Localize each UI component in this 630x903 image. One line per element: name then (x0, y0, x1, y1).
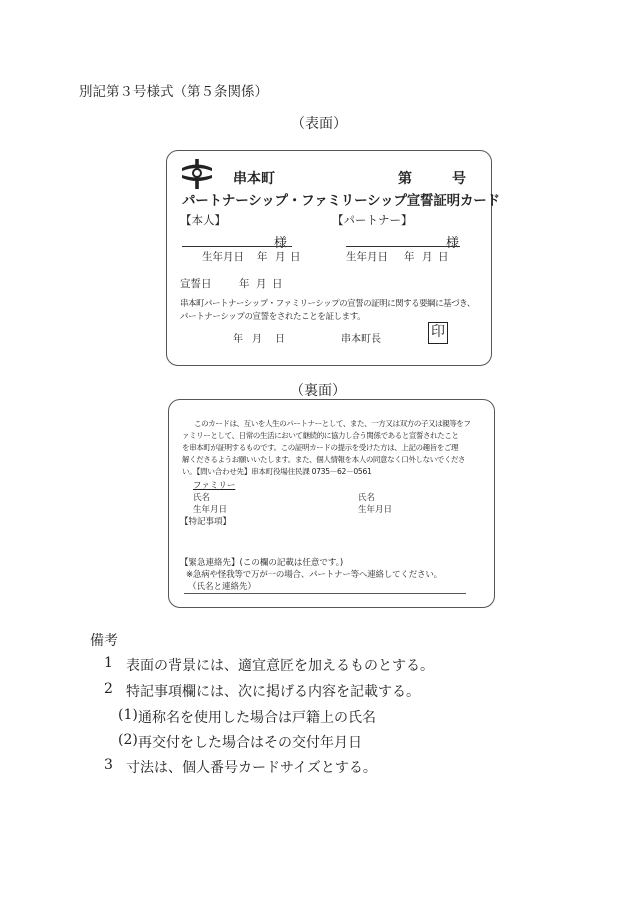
remark-1-text: 表面の背景には、適宜意匠を加えるものとする。 (126, 658, 434, 674)
partner-sama: 様 (446, 236, 460, 251)
statement-line-1: 串本町パートナーシップ・ファミリーシップの宣誓の証明に関する要綱に基づき、 (180, 299, 475, 309)
family-birth-label-1: 生年月日 (193, 505, 228, 515)
issue-year: 年 (233, 334, 243, 345)
remark-2-1-num: (1) (118, 707, 138, 723)
front-section-title: （表面） (291, 116, 347, 132)
family-name-label-2: 氏名 (358, 493, 376, 503)
seal-stamp: 印 (428, 322, 448, 344)
remark-3-text: 寸法は、個人番号カードサイズとする。 (126, 760, 377, 776)
back-body-line-2: ァミリーとして、日常の生活において継続的に協力し合う関係であると宣誓されたこと (182, 431, 459, 440)
oath-year: 年 (239, 278, 250, 290)
self-birth-label: 生年月日 (202, 251, 244, 263)
remark-2-1-text: 通称名を使用した場合は戸籍上の氏名 (138, 710, 376, 726)
remark-2-2-num: (2) (118, 732, 138, 748)
back-body-line-1: このカードは、互いを人生のパートナーとして、また、一方又は双方の子又は親等をフ (194, 419, 471, 428)
back-body-line-3: を串本町が証明するものです。この証明カードの提示を受けた方は、上記の趣旨をご理 (182, 443, 459, 452)
back-section-title: （裏面） (290, 383, 346, 399)
notes-label: 【特記事項】 (180, 517, 232, 527)
back-body-line-4: 解くださるようお願いいたします。また、個人情報を本人の同意なく口外しないでくださ (182, 455, 466, 464)
partner-birth-day: 日 (438, 251, 449, 263)
issue-day: 日 (275, 334, 285, 345)
oath-month: 月 (256, 278, 267, 290)
remark-1-num: 1 (104, 655, 113, 671)
self-sama: 様 (274, 236, 288, 251)
partner-name-line (346, 246, 460, 247)
partner-label: 【パートナー】 (332, 213, 413, 227)
card-title: パートナーシップ・ファミリーシップ宣誓証明カード (182, 193, 500, 209)
emergency-note: ※急病や怪我等で万が一の場合、パートナー等へ連絡してください。 (186, 570, 442, 580)
mayor-label: 串本町長 (341, 334, 381, 345)
remarks-title: 備考 (90, 633, 118, 649)
self-birth-month: 月 (275, 251, 286, 263)
oath-day: 日 (272, 278, 283, 290)
emergency-line (184, 593, 466, 594)
family-label: ファミリー (193, 481, 236, 491)
self-birth-year: 年 (257, 251, 268, 263)
partner-birth-label: 生年月日 (346, 251, 388, 263)
statement-line-2: パートナーシップの宣誓をされたことを証します。 (180, 312, 366, 322)
self-label: 【本人】 (180, 213, 226, 227)
back-body-line-5: い。【問い合わせ先】串本町役場住民課 0735－62－0561 (182, 467, 372, 476)
remark-2-2-text: 再交付をした場合はその交付年月日 (138, 735, 362, 751)
town-emblem-icon (180, 158, 214, 190)
form-title: 別記第３号様式（第５条関係） (79, 84, 268, 100)
family-birth-label-2: 生年月日 (358, 505, 393, 515)
remark-2-text: 特記事項欄には、次に掲げる内容を記載する。 (126, 684, 420, 700)
partner-birth-year: 年 (404, 251, 415, 263)
self-name-line (182, 246, 292, 247)
partner-birth-month: 月 (422, 251, 433, 263)
self-birth-day: 日 (290, 251, 301, 263)
issue-month: 月 (252, 334, 262, 345)
number-label-go: 号 (452, 171, 466, 187)
remark-2-num: 2 (104, 681, 113, 697)
family-name-label-1: 氏名 (193, 493, 211, 503)
number-label-dai: 第 (398, 171, 412, 187)
town-name: 串本町 (233, 171, 275, 187)
oath-date-label: 宣誓日 (180, 278, 212, 290)
remark-3-num: 3 (104, 757, 113, 773)
emergency-label: 【緊急連絡先】(この欄の記載は任意です。) (180, 558, 344, 568)
emergency-name-label: （氏名と連絡先） (188, 582, 257, 592)
